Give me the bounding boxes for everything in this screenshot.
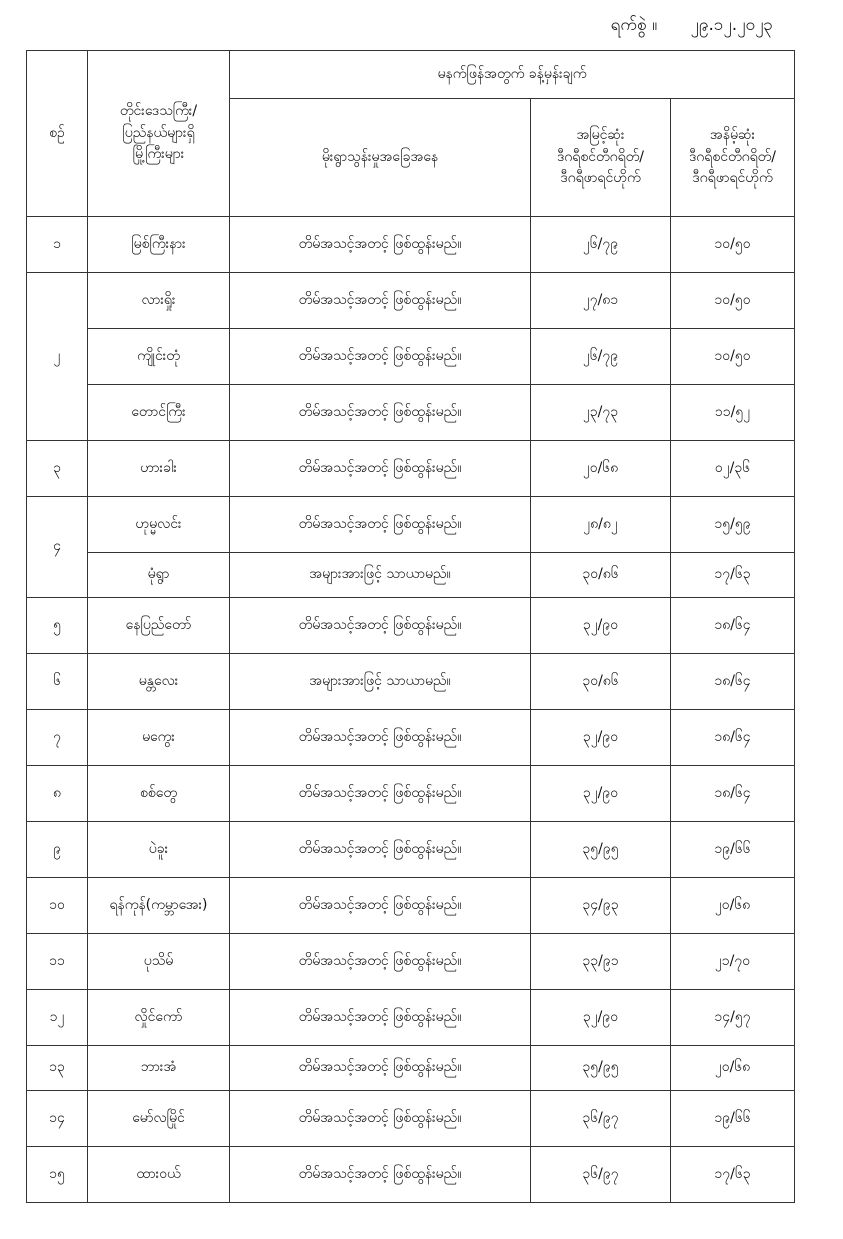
row-no: ၄: [27, 497, 88, 598]
row-min-temp: ၁၇/၆၃: [671, 1147, 795, 1203]
row-weather: တိမ်အသင့်အတင့် ဖြစ်ထွန်းမည်။: [230, 441, 531, 497]
row-max-temp: ၃၅/၉၅: [531, 822, 671, 878]
row-max-temp: ၃၀/၈၆: [531, 553, 671, 598]
table-row: [27, 1046, 795, 1091]
row-city: ကျိုင်းတုံ: [88, 329, 230, 385]
row-city: ထားဝယ်: [88, 1147, 230, 1203]
row-no: ၂: [27, 273, 88, 441]
row-max-temp: ၃၆/၉၇: [531, 1091, 671, 1147]
forecast-table-body: [27, 217, 795, 1203]
row-min-temp: ၀၂/၃၆: [671, 441, 795, 497]
row-max-temp: ၃၄/၉၃: [531, 878, 671, 934]
forecast-table: [26, 50, 795, 1203]
row-weather: တိမ်အသင့်အတင့် ဖြစ်ထွန်းမည်။: [230, 217, 531, 273]
forecast-table-header: [27, 51, 795, 217]
header-forecast-group: မနက်ဖြန်အတွက် ခန့်မှန်းချက်: [230, 51, 795, 99]
row-min-temp: ၁၀/၅၀: [671, 329, 795, 385]
header-city-line: ပြည်နယ်များရှိ: [122, 124, 195, 141]
row-no: ၁: [27, 217, 88, 273]
row-min-temp: ၁၄/၅၇: [671, 990, 795, 1046]
header-max-line: အမြင့်ဆုံး: [576, 126, 625, 143]
row-city: မြစ်ကြီးနား: [88, 217, 230, 273]
row-city: မကွေး: [88, 710, 230, 766]
row-weather: တိမ်အသင့်အတင့် ဖြစ်ထွန်းမည်။: [230, 766, 531, 822]
table-row: [27, 1091, 795, 1147]
row-min-temp: ၁၇/၆၃: [671, 553, 795, 598]
row-min-temp: ၁၀/၅၀: [671, 273, 795, 329]
row-no: ၃: [27, 441, 88, 497]
row-min-temp: ၂၁/၇၀: [671, 934, 795, 990]
row-city: စစ်တွေ: [88, 766, 230, 822]
row-min-temp: ၁၈/၆၄: [671, 598, 795, 654]
row-weather: တိမ်အသင့်အတင့် ဖြစ်ထွန်းမည်။: [230, 1046, 531, 1091]
table-row: [27, 710, 795, 766]
row-city: တောင်ကြီး: [88, 385, 230, 441]
row-min-temp: ၁၉/၆၆: [671, 822, 795, 878]
row-city: မန္တလေး: [88, 654, 230, 710]
row-max-temp: ၂၃/၇၃: [531, 385, 671, 441]
row-no: ၁၁: [27, 934, 88, 990]
row-city: ပုသိမ်: [88, 934, 230, 990]
row-city: နေပြည်တော်: [88, 598, 230, 654]
row-max-temp: ၂၆/၇၉: [531, 217, 671, 273]
row-min-temp: ၁၈/၆၄: [671, 710, 795, 766]
row-min-temp: ၁၈/၆၄: [671, 766, 795, 822]
row-max-temp: ၃၃/၉၁: [531, 934, 671, 990]
header-min-line: အနိမ့်ဆုံး: [709, 126, 756, 143]
row-weather: တိမ်အသင့်အတင့် ဖြစ်ထွန်းမည်။: [230, 1091, 531, 1147]
row-weather: တိမ်အသင့်အတင့် ဖြစ်ထွန်းမည်။: [230, 878, 531, 934]
table-row: [27, 441, 795, 497]
row-min-temp: ၂၀/၆၈: [671, 1046, 795, 1091]
row-weather: တိမ်အသင့်အတင့် ဖြစ်ထွန်းမည်။: [230, 598, 531, 654]
row-max-temp: ၂၇/၈၁: [531, 273, 671, 329]
row-no: ၅: [27, 598, 88, 654]
row-city: ရန်ကုန်(ကမ္ဘာအေး): [88, 878, 230, 934]
row-city: ပဲခူး: [88, 822, 230, 878]
header-city-line: မြို့ကြီးများ: [132, 146, 185, 163]
row-min-temp: ၁၈/၆၄: [671, 654, 795, 710]
row-city: ဟုမ္မလင်း: [88, 497, 230, 553]
table-row: [27, 273, 795, 329]
row-city: မုံရွာ: [88, 553, 230, 598]
row-min-temp: ၂၀/၆၈: [671, 878, 795, 934]
row-max-temp: ၃၂/၉၀: [531, 766, 671, 822]
row-weather: အများအားဖြင့် သာယာမည်။: [230, 654, 531, 710]
row-weather: တိမ်အသင့်အတင့် ဖြစ်ထွန်းမည်။: [230, 710, 531, 766]
header-min-line: ဒီဂရီစင်တီဂရိတ်/: [689, 148, 776, 165]
header-city-line: တိုင်းဒေသကြီး/: [119, 102, 198, 119]
header-max-line: ဒီဂရီဖာရင်ဟိုက်: [560, 170, 641, 187]
row-max-temp: ၃၂/၉၀: [531, 598, 671, 654]
row-max-temp: ၃၆/၉၇: [531, 1147, 671, 1203]
row-no: ၉: [27, 822, 88, 878]
table-row: [27, 990, 795, 1046]
row-min-temp: ၁၅/၅၉: [671, 497, 795, 553]
table-row: [27, 766, 795, 822]
table-row: [27, 598, 795, 654]
header-weather: မိုးရွာသွန်းမှုအခြေအနေ: [230, 99, 531, 217]
row-no: ၁၂: [27, 990, 88, 1046]
row-no: ၁၅: [27, 1147, 88, 1203]
row-no: ၆: [27, 654, 88, 710]
table-row: [27, 553, 795, 598]
row-max-temp: ၃၂/၉၀: [531, 990, 671, 1046]
row-max-temp: ၃၀/၈၆: [531, 654, 671, 710]
row-max-temp: ၂၀/၆၈: [531, 441, 671, 497]
row-city: လှိုင်ကော်: [88, 990, 230, 1046]
table-row: [27, 329, 795, 385]
row-no: ၈: [27, 766, 88, 822]
row-no: ၇: [27, 710, 88, 766]
row-weather: တိမ်အသင့်အတင့် ဖြစ်ထွန်းမည်။: [230, 273, 531, 329]
table-row: [27, 878, 795, 934]
table-row: [27, 497, 795, 553]
table-row: [27, 1147, 795, 1203]
row-weather: တိမ်အသင့်အတင့် ဖြစ်ထွန်းမည်။: [230, 990, 531, 1046]
row-min-temp: ၁၉/၆၆: [671, 1091, 795, 1147]
row-max-temp: ၂၆/၇၉: [531, 329, 671, 385]
header-city: [88, 51, 230, 217]
row-city: ဘားအံ: [88, 1046, 230, 1091]
row-min-temp: ၁၀/၅၀: [671, 217, 795, 273]
row-max-temp: ၃၂/၉၀: [531, 710, 671, 766]
row-weather: တိမ်အသင့်အတင့် ဖြစ်ထွန်းမည်။: [230, 822, 531, 878]
table-row: [27, 217, 795, 273]
row-min-temp: ၁၁/၅၂: [671, 385, 795, 441]
row-no: ၁၃: [27, 1046, 88, 1091]
row-weather: တိမ်အသင့်အတင့် ဖြစ်ထွန်းမည်။: [230, 1147, 531, 1203]
date-line: [611, 14, 773, 39]
header-max-temp: [531, 99, 671, 217]
date-value: ၂၉.၁၂.၂၀၂၃: [690, 15, 773, 35]
date-label: ရက်စွဲ ။: [610, 15, 658, 35]
row-weather: တိမ်အသင့်အတင့် ဖြစ်ထွန်းမည်။: [230, 385, 531, 441]
row-weather: တိမ်အသင့်အတင့် ဖြစ်ထွန်းမည်။: [230, 497, 531, 553]
row-weather: တိမ်အသင့်အတင့် ဖြစ်ထွန်းမည်။: [230, 934, 531, 990]
table-row: [27, 385, 795, 441]
header-no: စဉ်: [27, 51, 88, 217]
row-no: ၁၀: [27, 878, 88, 934]
header-min-temp: [671, 99, 795, 217]
table-row: [27, 934, 795, 990]
row-max-temp: ၃၅/၉၅: [531, 1046, 671, 1091]
row-max-temp: ၂၈/၈၂: [531, 497, 671, 553]
row-city: ဟားခါး: [88, 441, 230, 497]
row-city: မော်လမြိုင်: [88, 1091, 230, 1147]
row-weather: အများအားဖြင့် သာယာမည်။: [230, 553, 531, 598]
row-no: ၁၄: [27, 1091, 88, 1147]
row-city: လားရှိုး: [88, 273, 230, 329]
table-row: [27, 654, 795, 710]
header-max-line: ဒီဂရီစင်တီဂရိတ်/: [557, 148, 644, 165]
table-row: [27, 822, 795, 878]
header-min-line: ဒီဂရီဖာရင်ဟိုက်: [692, 170, 773, 187]
row-weather: တိမ်အသင့်အတင့် ဖြစ်ထွန်းမည်။: [230, 329, 531, 385]
